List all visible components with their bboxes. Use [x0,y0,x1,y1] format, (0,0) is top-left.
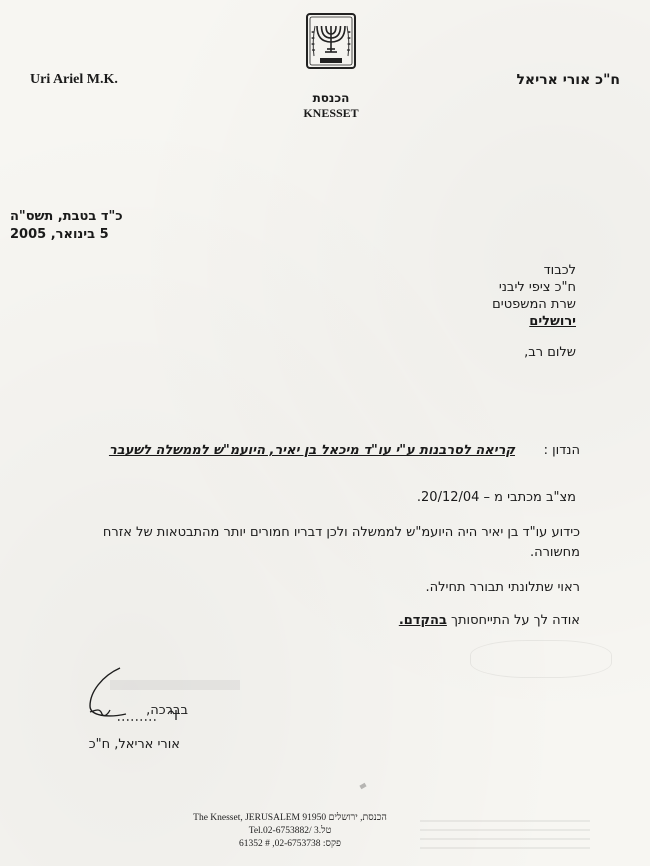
body-paragraph-main-line1: כידוע עו"ד בן יאיר היה היועמ"ש לממשלה ולכן דבריו חמורים יותר מהתבטאות של אזרח [102,525,580,540]
thanks-emphasis: בהקדם. [398,613,447,628]
faint-stamp-mark [470,640,612,678]
institution-english: KNESSET [303,106,359,120]
institution-hebrew: הכנסת [312,91,350,105]
date-hebrew: כ"ד בטבת, תשס"ה [10,209,123,224]
subject-label: הנדון : [543,443,580,458]
body-paragraph-thanks [300,613,580,628]
scan-speck [359,783,366,789]
faint-footer-bleed [420,820,590,850]
recipient-city: ירושלים [529,314,576,329]
recipient-honorific: לכבוד [543,263,576,278]
footer-fax: 61352 # ,02-6753738 :פקס [238,839,342,849]
greeting: שלום רב, [524,345,576,360]
body-paragraph-request: ראוי שתלונתי תבורר תחילה. [425,580,580,595]
signer-name: אורי אריאל, ח"כ [88,737,180,752]
closing-salutation: בברכה, [146,703,188,718]
recipient-name: ח"כ ציפי ליבני [498,280,576,295]
thanks-text: אודה לך על התייחסותך [451,613,580,628]
date-gregorian: 5 בינואר, 2005 [10,227,109,242]
handwritten-signature [82,662,192,724]
body-paragraph-reference: מצ"ב מכתבי מ – 20/12/04. [416,490,576,505]
recipient-title: שרת המשפטים [492,297,576,312]
menorah-emblem-icon [305,12,357,70]
body-paragraph-main-line2: מחשורה. [529,545,580,560]
footer-address: The Knesset, JERUSALEM 91950 הכנסת, ירושלים [193,813,387,823]
subject-text: קריאה לסרבנות ע"י עו"ד מיכאל בן יאיר, היועמ"ש לממשלה לשעבר [108,443,515,458]
letterhead-right-name: ח"כ אורי אריאל [516,72,620,88]
letterhead-left-name: Uri Ariel M.K. [30,72,118,87]
footer-phone: Tel.02-6753882/ 3.טל [248,826,332,836]
